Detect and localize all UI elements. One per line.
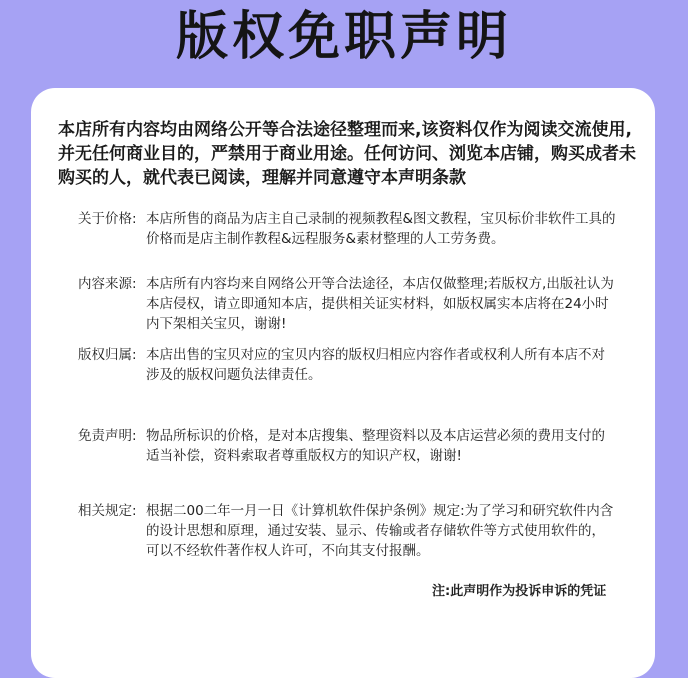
section-source — [78, 274, 618, 334]
section-copyright — [78, 345, 618, 385]
section-label: 内容来源: — [78, 276, 137, 292]
section-regulations — [78, 501, 618, 561]
section-text: 根据二00二年一月一日《计算机软件保护条例》规定:为了学习和研究软件内含的设计思想和原理，通过安装、显示、传输或者存储软件等方式使用软件的，可以不经软件著作权人许可，不向其支付报酬。 — [146, 503, 614, 559]
section-label: 相关规定: — [78, 503, 137, 519]
section-price — [78, 209, 618, 249]
intro-paragraph: 本店所有内容均由网络公开等合法途径整理而来,该资料仅作为阅读交流使用,并无任何商业目的，严禁用于商业用途。任何访问、浏览本店铺，购买成者未购买的人，就代表已阅读，理解并同意遵守本声明条款 — [58, 120, 636, 188]
section-disclaimer — [78, 426, 618, 466]
section-label: 版权归属: — [78, 347, 137, 363]
section-text: 本店出售的宝贝对应的宝贝内容的版权归相应内容作者或权利人所有本店不对涉及的版权问题负法律责任。 — [146, 347, 605, 383]
section-text: 物品所标识的价格，是对本店搜集、整理资料以及本店运营必须的费用支付的适当补偿，资料索取者尊重版权方的知识产权，谢谢! — [146, 428, 605, 464]
section-text: 本店所售的商品为店主自己录制的视频教程&图文教程，宝贝标价非软件工具的价格而是店主制作教程&远程服务&素材整理的人工劳务费。 — [146, 211, 616, 247]
section-text: 本店所有内容均来自网络公开等合法途径，本店仅做整理;若版权方,出版社认为本店侵权，请立即通知本店，提供相关证实材料，如版权属实本店将在24小时内下架相关宝贝，谢谢! — [146, 276, 614, 332]
page-title: 版权免职声明 — [175, 7, 512, 67]
footer-note: 注:此声明作为投诉申诉的凭证 — [432, 584, 607, 599]
section-label: 免责声明: — [78, 428, 137, 444]
section-label: 关于价格: — [78, 211, 137, 227]
